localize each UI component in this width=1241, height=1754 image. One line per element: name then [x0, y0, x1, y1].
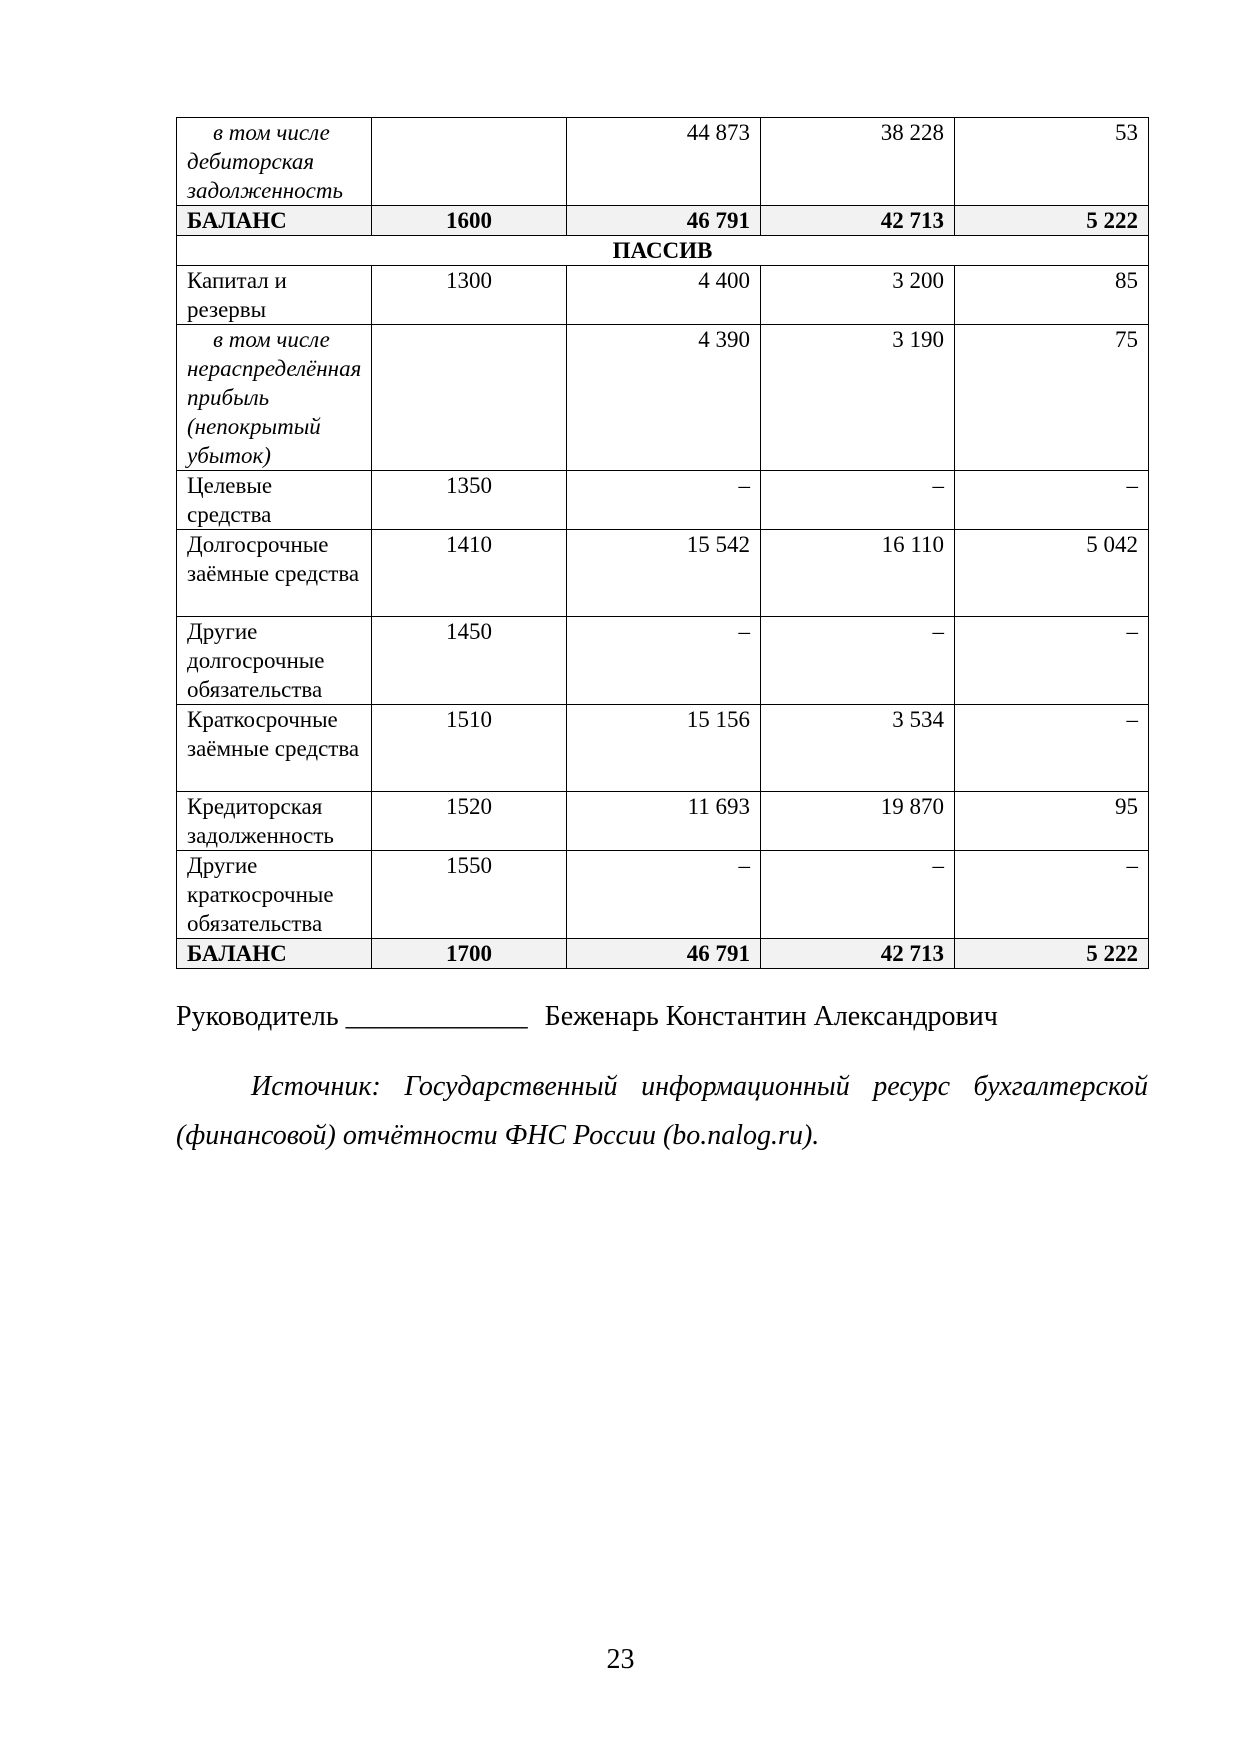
table-row-balance-assets: [177, 206, 1149, 236]
row-value-1: –: [567, 471, 761, 530]
row-value-3: –: [955, 617, 1149, 705]
row-value-2: 42 713: [761, 206, 955, 236]
row-code: 1410: [372, 530, 567, 617]
row-value-1: 15 542: [567, 530, 761, 617]
table-row: [177, 266, 1149, 325]
row-value-1: 4 390: [567, 325, 761, 471]
row-value-2: 38 228: [761, 118, 955, 206]
row-value-3: 5 222: [955, 206, 1149, 236]
table-row-receivables: [177, 118, 1149, 206]
signature-person: Беженарь Константин Александрович: [544, 1001, 998, 1032]
row-value-2: –: [761, 471, 955, 530]
table-row: [177, 471, 1149, 530]
row-name: Другие долгосрочные обязательства: [177, 617, 372, 705]
row-value-2: 16 110: [761, 530, 955, 617]
row-value-1: –: [567, 851, 761, 939]
row-name: БАЛАНС: [177, 206, 372, 236]
table-row: [177, 325, 1149, 471]
row-value-3: –: [955, 705, 1149, 792]
row-value-1: –: [567, 617, 761, 705]
row-name: Другие краткосрочные обязательства: [177, 851, 372, 939]
table-row: [177, 705, 1149, 792]
signature-blank: _____________: [345, 1001, 528, 1032]
signature-line: [176, 1000, 998, 1034]
row-code: [372, 118, 567, 206]
row-name: Долгосрочные заёмные средства: [177, 530, 372, 617]
section-title: ПАССИВ: [177, 236, 1149, 266]
row-code: [372, 325, 567, 471]
row-code: 1300: [372, 266, 567, 325]
row-value-1: 46 791: [567, 939, 761, 969]
row-code: 1350: [372, 471, 567, 530]
row-value-1: 44 873: [567, 118, 761, 206]
row-value-2: 42 713: [761, 939, 955, 969]
row-value-1: 46 791: [567, 206, 761, 236]
table-section-header: [177, 236, 1149, 266]
table-row: [177, 530, 1149, 617]
row-code: 1450: [372, 617, 567, 705]
row-value-2: 19 870: [761, 792, 955, 851]
table-row: [177, 792, 1149, 851]
row-value-3: 53: [955, 118, 1149, 206]
row-code: 1520: [372, 792, 567, 851]
signature-role: Руководитель: [176, 1001, 339, 1032]
row-value-3: 5 222: [955, 939, 1149, 969]
row-value-2: 3 200: [761, 266, 955, 325]
row-value-3: –: [955, 851, 1149, 939]
balance-table: [176, 117, 1149, 969]
row-value-1: 4 400: [567, 266, 761, 325]
row-code: 1700: [372, 939, 567, 969]
row-value-3: 5 042: [955, 530, 1149, 617]
row-value-3: 95: [955, 792, 1149, 851]
row-value-2: –: [761, 851, 955, 939]
row-code: 1550: [372, 851, 567, 939]
table-row-balance-liabilities: [177, 939, 1149, 969]
row-value-2: 3 534: [761, 705, 955, 792]
row-value-2: –: [761, 617, 955, 705]
row-name: Целевые средства: [177, 471, 372, 530]
row-code: 1600: [372, 206, 567, 236]
row-value-3: –: [955, 471, 1149, 530]
source-note: Источник: Государственный информационный ресурс бухгалтерской (финансовой) отчётности ФНС России (bo.nalog.ru).: [176, 1071, 1148, 1151]
table-row: [177, 617, 1149, 705]
row-value-1: 15 156: [567, 705, 761, 792]
row-value-2: 3 190: [761, 325, 955, 471]
table-row: [177, 851, 1149, 939]
row-name: Краткосрочные заёмные средства: [177, 705, 372, 792]
page-number: 23: [606, 1644, 635, 1675]
row-value-3: 85: [955, 266, 1149, 325]
row-name: в том числе нераспределённая прибыль (непокрытый убыток): [177, 325, 372, 471]
row-code: 1510: [372, 705, 567, 792]
row-name: в том числе дебиторская задолженность: [177, 118, 372, 206]
row-value-1: 11 693: [567, 792, 761, 851]
row-name: БАЛАНС: [177, 939, 372, 969]
row-value-3: 75: [955, 325, 1149, 471]
row-name: Капитал и резервы: [177, 266, 372, 325]
row-name: Кредиторская задолженность: [177, 792, 372, 851]
